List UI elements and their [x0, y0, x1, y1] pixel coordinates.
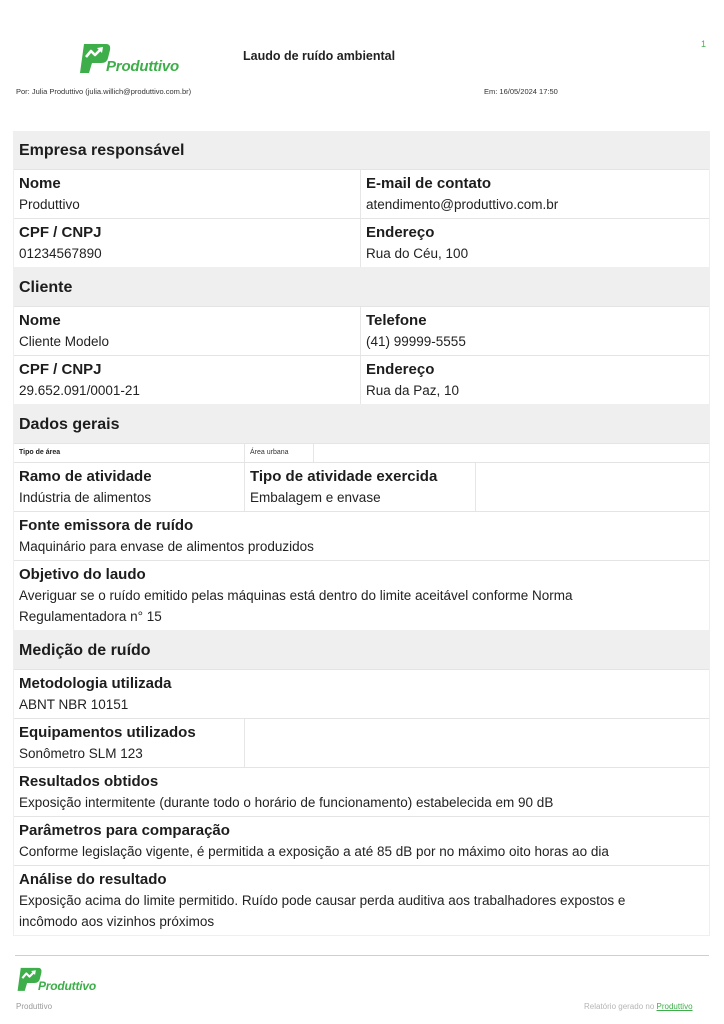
empty-cell [245, 719, 709, 767]
field-value: Produttivo [19, 197, 80, 212]
table-row [14, 218, 709, 267]
field-tipo-atividade [245, 463, 476, 511]
footer-credit [584, 1002, 693, 1011]
field-value: Sonômetro SLM 123 [19, 746, 143, 761]
field-value: Averiguar se o ruído emitido pelas máquinas está dentro do limite aceitável conforme Norma Regulamentadora n° 15 [19, 588, 573, 624]
produttivo-link[interactable]: Produttivo [656, 1002, 693, 1011]
field-value: Exposição acima do limite permitido. Ruído pode causar perda auditiva aos trabalhadores expostos e incômodo aos vizinhos próximos [19, 893, 626, 929]
section-title: Empresa responsável [19, 142, 185, 159]
field-objetivo [14, 561, 709, 630]
field-tipo-area-label-cell [14, 444, 245, 462]
field-value: Rua da Paz, 10 [366, 383, 460, 398]
field-label: Tipo de atividade exercida [250, 468, 438, 485]
footer-divider [15, 955, 709, 956]
field-label: Nome [19, 175, 61, 192]
field-value: Cliente Modelo [19, 334, 110, 349]
field-label: Metodologia utilizada [19, 675, 172, 692]
field-label: Parâmetros para comparação [19, 822, 230, 839]
field-value: Conforme legislação vigente, é permitida a exposição a até 85 dB por no máximo oito horas ao dia [19, 844, 609, 859]
field-tipo-area-value-cell [245, 444, 314, 462]
field-value: Indústria de alimentos [19, 490, 152, 505]
table-row [14, 767, 709, 816]
field-value: (41) 99999-5555 [366, 334, 466, 349]
field-parametros [14, 817, 709, 865]
empty-cell [476, 463, 709, 511]
field-endereco [361, 219, 709, 267]
table-row [14, 306, 709, 355]
field-nome [14, 170, 361, 218]
credit-text: Relatório gerado no [584, 1002, 657, 1011]
field-label: Tipo de área [19, 449, 61, 456]
logo-wordmark: Produttivo [38, 979, 96, 993]
logo-wordmark: Produttivo [106, 58, 179, 75]
section-medicao [13, 631, 710, 936]
field-value: atendimento@produttivo.com.br [366, 197, 559, 212]
footer-logo [16, 966, 96, 992]
field-label: Endereço [366, 224, 435, 241]
section-title: Medição de ruído [19, 642, 151, 659]
field-email [361, 170, 709, 218]
field-label: Endereço [366, 361, 435, 378]
field-resultados [14, 768, 709, 816]
field-label: Equipamentos utilizados [19, 724, 196, 741]
field-equipamentos [14, 719, 245, 767]
table-row [14, 511, 709, 560]
field-label: Análise do resultado [19, 871, 167, 888]
report-content [13, 131, 710, 936]
footer-company-name: Produttivo [16, 1002, 53, 1011]
field-label: Nome [19, 312, 61, 329]
section-cliente [13, 268, 710, 405]
field-label: CPF / CNPJ [19, 361, 102, 378]
field-label: Telefone [366, 312, 427, 329]
field-label: E-mail de contato [366, 175, 492, 192]
section-dados-gerais [13, 405, 710, 631]
field-metodologia [14, 670, 709, 718]
field-value: Rua do Céu, 100 [366, 246, 469, 261]
section-title: Dados gerais [19, 416, 120, 433]
field-value: Área urbana [250, 449, 289, 456]
author-info: Por: Julia Produttivo (julia.willich@produttivo.com.br) [16, 87, 192, 96]
table-row [14, 443, 709, 462]
field-value: 29.652.091/0001-21 [19, 383, 140, 398]
field-analise [14, 866, 709, 935]
field-label: Ramo de atividade [19, 468, 152, 485]
field-label: Objetivo do laudo [19, 566, 146, 583]
field-ramo-atividade [14, 463, 245, 511]
field-cpf-cnpj [14, 356, 361, 404]
empty-cell [314, 444, 709, 462]
table-row [14, 462, 709, 511]
section-title: Cliente [19, 279, 73, 296]
field-label: CPF / CNPJ [19, 224, 102, 241]
table-row [14, 169, 709, 218]
table-row [14, 560, 709, 630]
field-value: ABNT NBR 10151 [19, 697, 129, 712]
page-number: 1 [701, 39, 707, 49]
table-row [14, 816, 709, 865]
field-value: 01234567890 [19, 246, 102, 261]
field-label: Fonte emissora de ruído [19, 517, 194, 534]
field-cpf-cnpj [14, 219, 361, 267]
field-value: Embalagem e envase [250, 490, 381, 505]
table-row [14, 865, 709, 935]
document-title: Laudo de ruído ambiental [243, 49, 396, 63]
field-nome [14, 307, 361, 355]
table-row [14, 355, 709, 404]
field-label: Resultados obtidos [19, 773, 159, 790]
section-empresa [13, 131, 710, 268]
table-row [14, 718, 709, 767]
field-fonte-emissora [14, 512, 709, 560]
field-value: Maquinário para envase de alimentos produzidos [19, 539, 314, 554]
generated-date: Em: 16/05/2024 17:50 [484, 87, 558, 96]
field-endereco [361, 356, 709, 404]
table-row [14, 669, 709, 718]
produttivo-logo [78, 42, 179, 74]
field-telefone [361, 307, 709, 355]
field-value: Exposição intermitente (durante todo o horário de funcionamento) estabelecida em 90 dB [19, 795, 554, 810]
